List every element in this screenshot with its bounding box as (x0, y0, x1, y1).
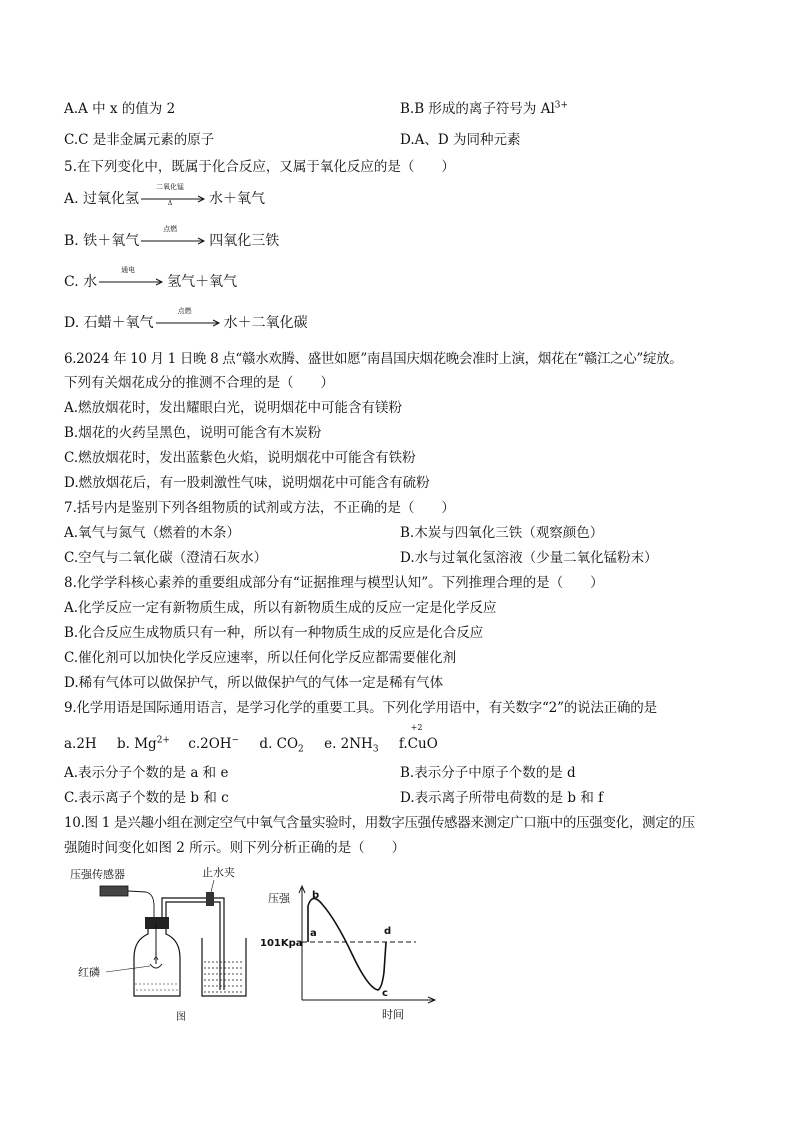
fig2-graph (260, 886, 435, 1021)
q9-formula-e (324, 736, 379, 755)
fig2-point-b: b (312, 890, 320, 901)
q5-option-d (64, 307, 308, 332)
q4-option-c: C.C 是非金属元素的原子 (64, 132, 215, 148)
q9-formulas (64, 723, 438, 755)
q8-option-c: C.催化剂可以加快化学反应速率，所以任何化学反应都需要催化剂 (64, 650, 457, 666)
q9-option-d: D.表示离子所带电荷数的是 b 和 f (400, 790, 604, 806)
q4-option-d: D.A、D 为同种元素 (400, 132, 521, 148)
q5-c-reactants: C. 水 (64, 274, 98, 290)
q4-option-b-charge: 3+ (554, 100, 569, 111)
clamp-pointer (211, 880, 214, 892)
q5-option-c (64, 266, 238, 291)
q6-option-a: A.燃放烟花时，发出耀眼白光，说明烟花中可能含有镁粉 (64, 400, 403, 416)
q6-stem-line1: 6.2024 年 10 月 1 日晚 8 点“赣水欢腾、盛世如愿”南昌国庆烟花晚会准时上演，烟花在“赣江之心”绽放。 (64, 351, 683, 367)
water-clamp-icon (206, 892, 214, 906)
fig1-sensor-label: 压强传感器 (70, 868, 125, 881)
q6-option-b: B.烟花的火药呈黑色，说明可能含有木炭粉 (64, 425, 322, 441)
q9-option-a: A.表示分子个数的是 a 和 e (64, 765, 229, 781)
bottle-stopper (145, 917, 169, 929)
pressure-sensor-icon (100, 886, 128, 896)
fig2-x-label: 时间 (382, 1008, 404, 1021)
q7-option-d: D.水与过氧化氢溶液（少量二氧化锰粉末） (400, 550, 658, 566)
q8-option-a: A.化学反应一定有新物质生成，所以有新物质生成的反应一定是化学反应 (64, 600, 497, 616)
q9-formula-e-base: e. 2NH (324, 736, 373, 752)
reaction-arrow (141, 225, 207, 248)
q9-formula-c-base: c.2OH (188, 736, 232, 752)
wide-mouth-bottle (134, 922, 180, 996)
q9-formula-d (259, 736, 304, 755)
q9-formula-d-subscript: 2 (298, 744, 304, 755)
q9-formula-a: a.2H (64, 736, 97, 752)
reaction-arrow (156, 307, 222, 330)
reaction-condition-heat: Δ (167, 200, 173, 207)
q5-a-products: 水＋氧气 (209, 191, 266, 207)
q9-formula-f (398, 723, 438, 752)
q4-option-b-text: B.B 形成的离子符号为 Al (400, 101, 555, 117)
fig1-apparatus (70, 865, 246, 1022)
q5-d-reactants: D. 石蜡＋氧气 (64, 315, 154, 331)
fig2-point-d: d (384, 926, 392, 937)
q10-stem-line1: 10.图 1 是兴趣小组在测定空气中氧气含量实验时，用数字压强传感器来测定广口瓶中的压强变化，测定的压 (64, 815, 695, 831)
q6-stem-line2: 下列有关烟花成分的推测不合理的是（ ） (64, 375, 334, 391)
q5-c-products: 氢气＋氧气 (167, 274, 238, 290)
q9-formula-b-charge: 2+ (156, 735, 170, 746)
reaction-condition: 通电 (121, 266, 136, 274)
reaction-condition: 点燃 (163, 225, 178, 233)
fig2-point-a: a (310, 928, 317, 939)
fig2-pressure-curve (308, 898, 386, 990)
q9-formula-f-valence: +2 (410, 723, 423, 732)
fig2-reference-label: 101Kpa (260, 938, 303, 949)
q9-formula-d-base: d. CO (259, 736, 299, 752)
reaction-condition: 点燃 (177, 307, 192, 315)
q5-stem: 5.在下列变化中，既属于化合反应，又属于氧化反应的是（ ） (64, 159, 455, 175)
q7-stem: 7.括号内是鉴别下列各组物质的试剂或方法，不正确的是（ ） (64, 500, 455, 516)
q5-a-reactants: A. 过氧化氢 (64, 191, 140, 207)
q7-option-c: C.空气与二氧化碳（澄清石灰水） (64, 550, 268, 566)
q8-option-b: B.化合反应生成物质只有一种，所以有一种物质生成的反应是化合反应 (64, 625, 484, 641)
q5-b-reactants: B. 铁＋氧气 (64, 233, 140, 249)
arrow-icon (141, 195, 207, 203)
q6-option-c: C.燃放烟花时，发出蓝紫色火焰，说明烟花中可能含有铁粉 (64, 450, 416, 466)
q9-formula-b (117, 736, 170, 752)
q9-formula-f-label: f. (398, 736, 408, 752)
q9-option-b: B.表示分子中原子个数的是 d (400, 765, 576, 781)
reaction-arrow (141, 183, 207, 207)
q10-stem-line2: 强随时间变化如图 2 所示。则下列分析正确的是（ ） (64, 840, 406, 856)
q5-b-products: 四氧化三铁 (209, 233, 280, 249)
arrow-icon (141, 237, 207, 245)
q10-figures (64, 862, 464, 1026)
reaction-condition: 二氧化锰 (156, 183, 185, 191)
fig1-phosphorus-label: 红磷 (78, 966, 100, 979)
arrow-icon (156, 319, 222, 327)
fig1-clamp-label: 止水夹 (202, 866, 235, 879)
q7-option-b: B.木炭与四氧化三铁（观察颜色） (400, 525, 604, 541)
q4-option-a: A.A 中 x 的值为 2 (64, 101, 176, 117)
fig2-y-label: 压强 (268, 892, 290, 905)
q7-option-a: A.氧气与氮气（燃着的木条） (64, 525, 241, 541)
q4-option-b (400, 100, 568, 118)
q8-stem: 8.化学学科核心素养的重要组成部分有“证据推理与模型认知”。下列推理合理的是（ ） (64, 575, 604, 591)
arrow-icon (99, 278, 165, 286)
reaction-arrow (99, 266, 165, 289)
fig2-point-c: c (382, 988, 388, 999)
q5-option-a (64, 183, 266, 208)
q9-formula-c (188, 736, 239, 752)
q10-figure-svg (64, 862, 464, 1022)
fig1-caption: 图 (176, 1012, 186, 1022)
q9-formula-e-subscript: 3 (372, 744, 379, 755)
q8-option-d: D.稀有气体可以做保护气，所以做保护气的气体一定是稀有气体 (64, 675, 444, 691)
q9-formula-b-base: b. Mg (117, 736, 157, 752)
q9-stem: 9.化学用语是国际通用语言，是学习化学的重要工具。下列化学用语中，有关数字“2”的说法正确的是 (64, 700, 657, 716)
q9-formula-c-charge: − (231, 735, 240, 746)
q5-option-b (64, 225, 280, 250)
q9-formula-f-base: CuO (407, 736, 438, 752)
q9-option-c: C.表示离子个数的是 b 和 c (64, 790, 229, 806)
q6-option-d: D.燃放烟花后，有一股刺激性气味，说明烟花中可能含有硫粉 (64, 475, 430, 491)
q5-d-products: 水＋二氧化碳 (223, 315, 308, 331)
